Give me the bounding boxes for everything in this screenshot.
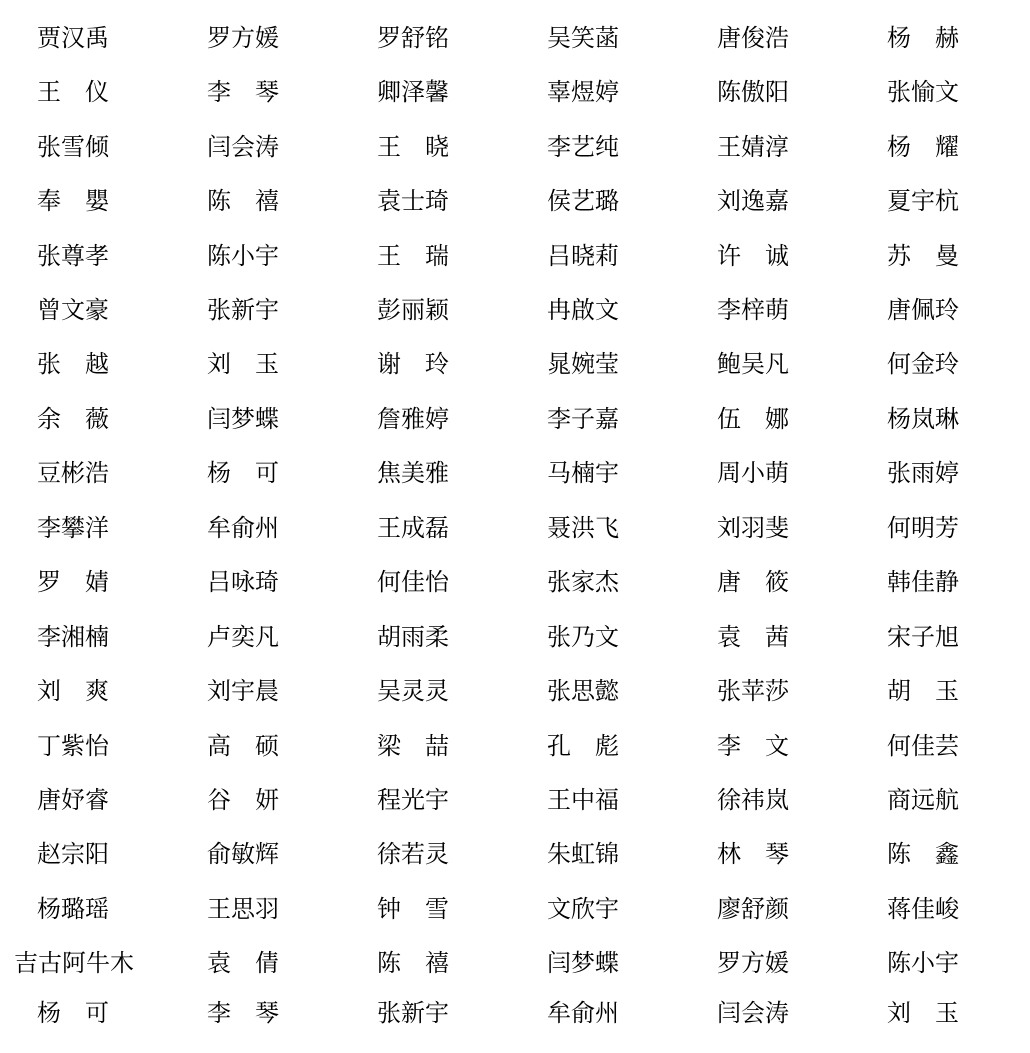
name-cell: 刘 玉 — [887, 999, 959, 1027]
name-row — [0, 943, 1030, 983]
name-cell: 刘逸嘉 — [717, 187, 789, 215]
name-row — [0, 127, 1030, 167]
name-row — [0, 453, 1030, 493]
name-cell: 俞敏辉 — [207, 840, 279, 868]
name-cell: 廖舒颜 — [717, 895, 789, 923]
name-cell: 陈 鑫 — [887, 840, 959, 868]
name-cell: 陈 禧 — [377, 949, 449, 977]
name-cell: 罗方媛 — [207, 24, 279, 52]
name-cell: 焦美雅 — [377, 459, 449, 487]
name-cell: 李攀洋 — [37, 514, 109, 542]
name-cell: 程光宇 — [377, 786, 449, 814]
name-cell: 杨 耀 — [887, 133, 959, 161]
name-cell: 何金玲 — [887, 350, 959, 378]
name-cell: 闫梦蝶 — [207, 405, 279, 433]
name-cell: 何明芳 — [887, 514, 959, 542]
name-cell: 豆彬浩 — [37, 459, 109, 487]
name-cell: 曾文豪 — [37, 296, 109, 324]
name-cell: 周小萌 — [717, 459, 789, 487]
name-cell: 李梓萌 — [717, 296, 789, 324]
name-cell: 牟俞州 — [547, 999, 619, 1027]
name-cell: 唐俊浩 — [717, 24, 789, 52]
name-row — [0, 562, 1030, 602]
name-cell: 王 晓 — [377, 133, 449, 161]
name-row — [0, 290, 1030, 330]
name-cell: 闫会涛 — [207, 133, 279, 161]
name-cell: 杨岚琳 — [887, 405, 959, 433]
name-cell: 陈傲阳 — [717, 78, 789, 106]
name-row — [0, 726, 1030, 766]
name-cell: 杨 赫 — [887, 24, 959, 52]
name-cell: 余 薇 — [37, 405, 109, 433]
name-cell: 徐若灵 — [377, 840, 449, 868]
name-cell: 牟俞州 — [207, 514, 279, 542]
name-row — [0, 508, 1030, 548]
name-cell: 谷 妍 — [207, 786, 279, 814]
name-cell: 孔 彪 — [547, 732, 619, 760]
name-cell: 刘宇晨 — [207, 677, 279, 705]
name-cell: 吕咏琦 — [207, 568, 279, 596]
name-cell: 张尊孝 — [37, 242, 109, 270]
name-cell: 冉啟文 — [547, 296, 619, 324]
name-cell: 韩佳静 — [887, 568, 959, 596]
name-cell: 朱虹锦 — [547, 840, 619, 868]
name-row — [0, 181, 1030, 221]
name-cell: 张 越 — [37, 350, 109, 378]
name-row — [0, 834, 1030, 874]
name-row — [0, 671, 1030, 711]
name-cell: 王 瑞 — [377, 242, 449, 270]
name-cell: 张雨婷 — [887, 459, 959, 487]
name-cell: 吕晓莉 — [547, 242, 619, 270]
name-cell: 杨璐瑶 — [37, 895, 109, 923]
name-cell: 梁 喆 — [377, 732, 449, 760]
name-cell: 徐祎岚 — [717, 786, 789, 814]
name-cell: 马楠宇 — [547, 459, 619, 487]
name-cell: 夏宇杭 — [887, 187, 959, 215]
name-cell: 张家杰 — [547, 568, 619, 596]
name-row — [0, 18, 1030, 58]
name-cell: 张乃文 — [547, 623, 619, 651]
name-cell: 伍 娜 — [717, 405, 789, 433]
name-cell: 杨 可 — [207, 459, 279, 487]
name-cell: 谢 玲 — [377, 350, 449, 378]
name-cell: 王 仪 — [37, 78, 109, 106]
name-cell: 晁婉莹 — [547, 350, 619, 378]
name-cell: 王中福 — [547, 786, 619, 814]
name-cell: 刘 爽 — [37, 677, 109, 705]
name-row — [0, 72, 1030, 112]
name-cell: 王思羽 — [207, 895, 279, 923]
name-cell: 张思懿 — [547, 677, 619, 705]
name-cell: 陈小宇 — [887, 949, 959, 977]
name-cell: 吉古阿牛木 — [14, 949, 134, 977]
name-cell: 李艺纯 — [547, 133, 619, 161]
name-cell: 赵宗阳 — [37, 840, 109, 868]
name-cell: 闫梦蝶 — [547, 949, 619, 977]
name-cell: 彭丽颖 — [377, 296, 449, 324]
name-cell: 胡 玉 — [887, 677, 959, 705]
name-row — [0, 617, 1030, 657]
name-cell: 商远航 — [887, 786, 959, 814]
name-cell: 高 硕 — [207, 732, 279, 760]
name-cell: 罗 婧 — [37, 568, 109, 596]
name-cell: 李 琴 — [207, 999, 279, 1027]
name-row — [0, 399, 1030, 439]
name-cell: 袁 倩 — [207, 949, 279, 977]
name-row — [0, 780, 1030, 820]
name-cell: 许 诚 — [717, 242, 789, 270]
name-cell: 吴灵灵 — [377, 677, 449, 705]
name-cell: 刘 玉 — [207, 350, 279, 378]
name-cell: 袁 茜 — [717, 623, 789, 651]
name-cell: 张雪倾 — [37, 133, 109, 161]
name-cell: 辜煜婷 — [547, 78, 619, 106]
name-row — [0, 236, 1030, 276]
name-cell: 吴笑菡 — [547, 24, 619, 52]
name-cell: 王成磊 — [377, 514, 449, 542]
name-cell: 宋子旭 — [887, 623, 959, 651]
name-cell: 丁紫怡 — [37, 732, 109, 760]
name-cell: 张苹莎 — [717, 677, 789, 705]
name-cell: 张愉文 — [887, 78, 959, 106]
name-row — [0, 993, 1030, 1033]
name-cell: 王婧淳 — [717, 133, 789, 161]
name-cell: 闫会涛 — [717, 999, 789, 1027]
name-cell: 蒋佳峻 — [887, 895, 959, 923]
name-row — [0, 344, 1030, 384]
name-cell: 罗舒铭 — [377, 24, 449, 52]
name-cell: 贾汉禹 — [37, 24, 109, 52]
name-cell: 文欣宇 — [547, 895, 619, 923]
name-cell: 唐妤睿 — [37, 786, 109, 814]
name-cell: 张新宇 — [377, 999, 449, 1027]
name-cell: 侯艺璐 — [547, 187, 619, 215]
name-cell: 聂洪飞 — [547, 514, 619, 542]
name-cell: 袁士琦 — [377, 187, 449, 215]
name-cell: 卿泽馨 — [377, 78, 449, 106]
name-cell: 卢奕凡 — [207, 623, 279, 651]
name-cell: 陈小宇 — [207, 242, 279, 270]
name-cell: 苏 曼 — [887, 242, 959, 270]
name-cell: 李湘楠 — [37, 623, 109, 651]
name-cell: 何佳怡 — [377, 568, 449, 596]
name-cell: 唐佩玲 — [887, 296, 959, 324]
name-cell: 李 琴 — [207, 78, 279, 106]
name-cell: 奉 嬰 — [37, 187, 109, 215]
name-cell: 李 文 — [717, 732, 789, 760]
name-cell: 杨 可 — [37, 999, 109, 1027]
name-cell: 詹雅婷 — [377, 405, 449, 433]
name-cell: 胡雨柔 — [377, 623, 449, 651]
name-cell: 鲍吴凡 — [717, 350, 789, 378]
name-cell: 唐 筱 — [717, 568, 789, 596]
name-cell: 钟 雪 — [377, 895, 449, 923]
name-cell: 陈 禧 — [207, 187, 279, 215]
name-cell: 李子嘉 — [547, 405, 619, 433]
name-cell: 张新宇 — [207, 296, 279, 324]
name-cell: 罗方媛 — [717, 949, 789, 977]
name-cell: 刘羽斐 — [717, 514, 789, 542]
name-cell: 何佳芸 — [887, 732, 959, 760]
name-cell: 林 琴 — [717, 840, 789, 868]
name-row — [0, 889, 1030, 929]
